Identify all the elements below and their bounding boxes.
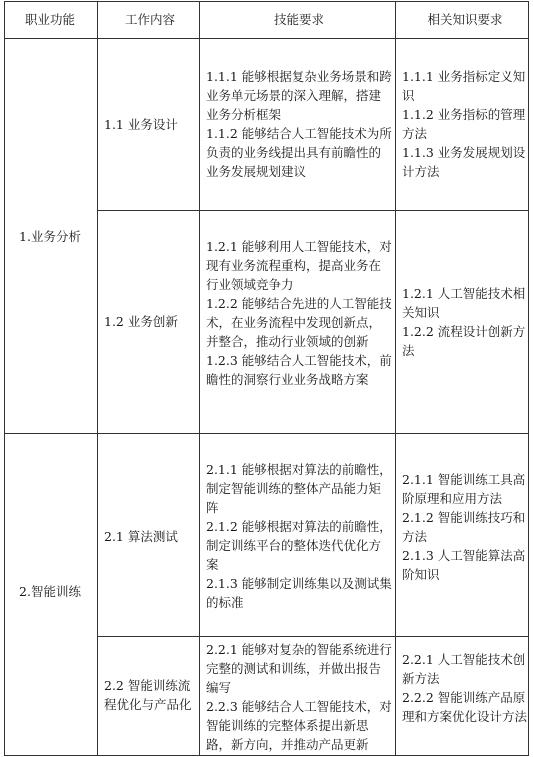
- knowledge-text: 2.2.1 人工智能技术创新方法 2.2.2 智能训练产品原理和方案优化设计方法: [402, 652, 528, 724]
- content-name: 2.1 算法测试: [104, 529, 178, 544]
- header-knowledge: 相关知识要求: [427, 12, 503, 27]
- content-name: 1.2 业务创新: [104, 314, 178, 329]
- knowledge-text: 1.1.1 业务指标定义知识 1.1.2 业务指标的管理方法 1.1.3 业务发展规划设计方法: [402, 69, 526, 179]
- skills-text: 2.1.1 能够根据对算法的前瞻性，制定智能训练的整体产品能力矩阵 2.1.2 能够根据对算法的前瞻性，制定训练平台的整体迭代优化方案 2.1.3 能够制定训练集以及测试集的标准: [206, 462, 392, 610]
- content-name: 2.2 智能训练流程优化与产品化: [104, 678, 192, 712]
- header-skills: 技能要求: [273, 12, 324, 27]
- content-name: 1.1 业务设计: [104, 117, 178, 132]
- skills-text: 1.1.1 能够根据复杂业务场景和跨业务单元场景的深入理解，搭建业务分析框架 1.1.2 能够结合人工智能技术为所负责的业务线提出具有前瞻性的业务发展规划建议: [206, 69, 392, 179]
- function-name: 2.智能训练: [19, 584, 81, 599]
- knowledge-text: 1.2.1 人工智能技术相关知识 1.2.2 流程设计创新方法: [402, 286, 526, 358]
- function-name: 1.业务分析: [19, 229, 81, 244]
- header-content: 工作内容: [124, 12, 175, 27]
- skills-text: 2.2.1 能够对复杂的智能系统进行完整的测试和训练，并做出报告编写 2.2.3 能够结合人工智能技术，对智能训练的完整体系提出新思路，新方向，并推动产品更新: [206, 642, 392, 752]
- header-function: 职业功能: [24, 12, 75, 27]
- knowledge-text: 2.1.1 智能训练工具高阶原理和应用方法 2.1.2 智能训练技巧和方法 2.1.3 人工智能算法高阶知识: [402, 472, 526, 582]
- skills-text: 1.2.1 能够利用人工智能技术，对现有业务流程重构，提高业务在行业领域竞争力 1.2.2 能够结合先进的人工智能技术，在业务流程中发现创新点，并整合，推动行业领域的创新 1.2.3 能够结合人工智能技术，前瞻性的洞察行业业务战略方案: [206, 239, 392, 387]
